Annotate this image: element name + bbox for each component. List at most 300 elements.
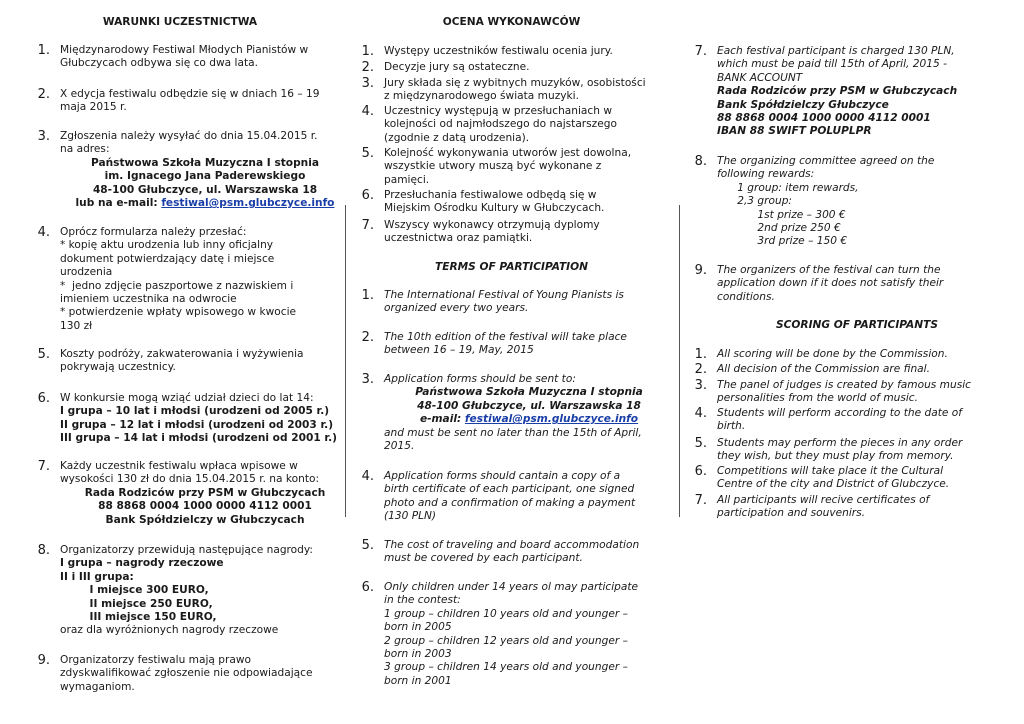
line-text: II grupa – 12 lat i młodsi (urodzeni od 2003 r.) — [60, 418, 334, 431]
text-line — [717, 363, 1007, 376]
item-text — [717, 45, 1007, 139]
text-line — [384, 219, 674, 232]
line-text: II miejsce 250 EURO, — [60, 597, 213, 610]
line-text: pokrywają uczestnicy. — [60, 361, 176, 374]
list-item — [28, 44, 350, 71]
text-line — [717, 465, 1007, 478]
text-line — [60, 157, 350, 170]
text-line — [384, 386, 674, 399]
text-line — [384, 635, 674, 648]
list-item — [352, 539, 674, 566]
text-line — [60, 361, 350, 374]
line-text: conditions. — [717, 290, 775, 303]
text-line — [717, 168, 1007, 181]
list-item — [352, 289, 674, 316]
line-text: The 10th edition of the festival will take place — [384, 331, 627, 343]
list-item — [352, 373, 674, 453]
line-text: birth. — [717, 420, 746, 433]
text-line — [384, 118, 674, 131]
text-line — [384, 77, 674, 90]
item-number: 6. — [361, 188, 374, 203]
text-line — [60, 681, 350, 694]
line-text: Międzynarodowy Festiwal Młodych Pianistów w — [60, 44, 309, 56]
text-line — [717, 264, 1007, 277]
text-line — [717, 72, 1007, 85]
text-line — [384, 132, 674, 145]
line-text: 1 group – children 10 years old and younger – — [384, 607, 628, 620]
text-line — [60, 130, 350, 143]
item-number: 6. — [37, 391, 50, 406]
list-item — [352, 581, 674, 688]
item-number: 8. — [37, 543, 50, 558]
text-line — [384, 483, 674, 496]
text-line — [717, 407, 1007, 420]
item-text — [717, 407, 1007, 434]
line-text: birth certificate of each participant, one signed — [384, 483, 635, 496]
text-line — [60, 57, 350, 70]
item-text — [384, 61, 674, 74]
list-item — [685, 494, 1007, 521]
text-line — [384, 510, 674, 523]
item-number: 3. — [694, 378, 707, 393]
text-line — [60, 306, 350, 319]
text-line — [384, 661, 674, 674]
text-line — [384, 105, 674, 118]
list-item — [685, 45, 1007, 139]
line-text: The cost of traveling and board accommodation — [384, 539, 640, 551]
item-number: 4. — [694, 406, 707, 421]
item-number: 1. — [361, 44, 374, 59]
item-number: 1. — [694, 347, 707, 362]
line-text: All participants will recive certificates of — [717, 494, 930, 506]
item-text — [60, 392, 350, 446]
text-line — [60, 184, 350, 197]
item-text — [60, 460, 350, 527]
text-line — [384, 608, 674, 621]
text-line — [384, 302, 674, 315]
text-line — [717, 507, 1007, 520]
text-line — [60, 88, 350, 101]
text-line — [60, 419, 350, 432]
item-number: 7. — [37, 459, 50, 474]
item-text — [384, 189, 674, 216]
line-text: The International Festival of Young Pianists is — [384, 289, 624, 301]
list-item — [352, 45, 674, 59]
line-text: they wish, but they must play from memory. — [717, 450, 954, 463]
item-text — [60, 226, 350, 333]
text-line — [717, 112, 1007, 125]
line-text: BANK ACCOUNT — [717, 71, 803, 84]
list-item — [685, 379, 1007, 406]
text-line — [60, 624, 350, 637]
line-text: which must be paid till 15th of April, 2015 - — [717, 58, 947, 71]
line-text: Organizatorzy festiwalu mają prawo — [60, 654, 251, 666]
line-text: I grupa – nagrody rzeczowe — [60, 557, 224, 570]
item-text — [717, 379, 1007, 406]
item-number: 2. — [361, 60, 374, 75]
line-text: wysokości 130 zł do dnia 15.04.2015 r. na konto: — [60, 473, 320, 486]
list-item — [685, 437, 1007, 464]
line-text: im. Ignacego Jana Paderewskiego — [104, 170, 306, 183]
item-text — [384, 581, 674, 688]
item-number: 4. — [361, 104, 374, 119]
item-text — [717, 494, 1007, 521]
list-item — [685, 264, 1007, 304]
line-text: Oprócz formularza należy przesłać: — [60, 226, 247, 238]
text-line — [384, 289, 674, 302]
text-line — [384, 90, 674, 103]
line-text: (130 PLN) — [384, 510, 437, 523]
item-text — [60, 88, 350, 115]
text-line — [60, 197, 350, 210]
line-text: Koszty podróży, zakwaterowania i wyżywienia — [60, 348, 304, 360]
line-text: III miejsce 150 EURO, — [60, 611, 217, 624]
section-title: TERMS OF PARTICIPATION — [435, 261, 588, 273]
line-text: Competitions will take place it the Cultural — [717, 465, 944, 477]
line-text: pamięci. — [384, 173, 430, 186]
line-text: Each festival participant is charged 130 PLN, — [717, 45, 955, 57]
item-text — [384, 289, 674, 316]
section-title: SCORING OF PARTICIPANTS — [776, 319, 938, 331]
line-text: imieniem uczestnika na odwrocie — [60, 293, 237, 306]
text-line — [60, 432, 350, 445]
text-line — [384, 413, 674, 426]
item-text — [60, 348, 350, 375]
item-number: 7. — [361, 218, 374, 233]
item-number: 9. — [37, 653, 50, 668]
text-line — [384, 440, 674, 453]
list-item — [28, 544, 350, 638]
text-line — [384, 189, 674, 202]
text-line — [384, 147, 674, 160]
item-number: 3. — [361, 76, 374, 91]
line-text: Jury składa się z wybitnych muzyków, osobistości — [384, 77, 646, 89]
line-text: 130 zł — [60, 319, 93, 332]
line-text: Zgłoszenia należy wysyłać do dnia 15.04.2015 r. — [60, 130, 318, 142]
line-text: The organizers of the festival can turn the — [717, 264, 941, 276]
text-line — [717, 182, 1007, 195]
text-line — [384, 539, 674, 552]
text-line — [717, 58, 1007, 71]
line-text: between 16 – 19, May, 2015 — [384, 344, 534, 357]
text-line — [717, 195, 1007, 208]
item-number: 7. — [694, 44, 707, 59]
line-text: must be covered by each participant. — [384, 552, 583, 565]
text-line — [384, 470, 674, 483]
line-text: Bank Spółdzielczy Głubczyce — [717, 98, 889, 111]
list-item — [352, 61, 674, 75]
text-line — [60, 348, 350, 361]
line-text: Application forms should cantain a copy of a — [384, 470, 621, 482]
line-text: uczestnictwa oraz pamiątki. — [384, 232, 533, 245]
text-line — [60, 544, 350, 557]
text-line — [717, 392, 1007, 405]
line-text: na adres: — [60, 143, 110, 156]
line-text: 2015. — [384, 440, 415, 453]
item-number: 1. — [37, 43, 50, 58]
text-line — [717, 99, 1007, 112]
text-line — [60, 571, 350, 584]
line-text: 3 group – children 14 years old and younger – — [384, 661, 628, 674]
text-line — [60, 44, 350, 57]
text-line — [717, 437, 1007, 450]
line-text: Only children under 14 years ol may participate — [384, 581, 639, 593]
line-text: Centre of the city and District of Glubczyce. — [717, 478, 950, 491]
item-text — [717, 264, 1007, 304]
line-text: wszystkie utwory muszą być wykonane z — [384, 160, 602, 173]
line-text: (zgodnie z datą urodzenia). — [384, 131, 530, 144]
text-line — [717, 125, 1007, 138]
line-text: I miejsce 300 EURO, — [60, 584, 209, 597]
line-text: Głubczycach odbywa się co dwa lata. — [60, 57, 258, 70]
list-item — [685, 155, 1007, 249]
list-item — [28, 348, 350, 375]
line-text: urodzenia — [60, 266, 113, 279]
line-text: lub na e-mail: — [75, 197, 162, 210]
item-number: 6. — [694, 464, 707, 479]
line-text: II i III grupa: — [60, 570, 134, 583]
text-line — [717, 478, 1007, 491]
item-text — [384, 470, 674, 524]
line-text: * kopię aktu urodzenia lub inny oficjalny — [60, 239, 274, 252]
line-text: dokument potwierdzający datę i miejsce — [60, 252, 275, 265]
line-text: Każdy uczestnik festiwalu wpłaca wpisowe w — [60, 460, 298, 472]
text-line — [60, 405, 350, 418]
email-link[interactable]: festiwal@psm.glubczyce.info — [161, 197, 335, 210]
line-text: Występy uczestników festiwalu ocenia jury. — [384, 45, 613, 57]
text-line — [60, 584, 350, 597]
line-text: X edycja festiwalu odbędzie się w dniach 16 – 19 — [60, 88, 320, 100]
text-line — [384, 594, 674, 607]
text-line — [60, 226, 350, 239]
line-text: kolejności od najmłodszego do najstarszego — [384, 118, 617, 131]
item-text — [717, 363, 1007, 376]
text-line — [60, 392, 350, 405]
line-text: Wszyscy wykonawcy otrzymują dyplomy — [384, 219, 600, 231]
list-item — [685, 465, 1007, 492]
line-text: Kolejność wykonywania utworów jest dowolna, — [384, 147, 632, 159]
line-text: application down if it does not satisfy their — [717, 277, 944, 290]
text-line — [384, 61, 674, 74]
line-text: 48-100 Głubczyce, ul. Warszawska 18 — [417, 399, 641, 412]
line-text: zdyskwalifikować zgłoszenie nie odpowiadające — [60, 667, 313, 680]
line-text: 1 group: item rewards, — [717, 181, 859, 194]
list-item — [352, 331, 674, 358]
text-line — [60, 611, 350, 624]
item-text — [384, 219, 674, 246]
text-line — [384, 331, 674, 344]
text-line — [384, 497, 674, 510]
text-line — [60, 460, 350, 473]
item-text — [384, 539, 674, 566]
item-text — [60, 544, 350, 638]
item-number: 7. — [694, 493, 707, 508]
line-text: Rada Rodziców przy PSM w Głubczycach — [84, 486, 326, 499]
text-line — [384, 648, 674, 661]
text-line — [60, 280, 350, 293]
line-text: W konkursie mogą wziąć udział dzieci do lat 14: — [60, 392, 314, 404]
item-text — [717, 437, 1007, 464]
text-line — [717, 379, 1007, 392]
text-line — [60, 143, 350, 156]
list-item — [352, 147, 674, 187]
item-number: 4. — [37, 225, 50, 240]
line-text: I grupa – 10 lat i młodsi (urodzeni od 2005 r.) — [60, 405, 330, 418]
list-item — [28, 392, 350, 446]
line-text: 2 group – children 12 years old and younger – — [384, 634, 628, 647]
item-number: 9. — [694, 263, 707, 278]
line-text: IBAN 88 SWIFT POLUPLPR — [717, 125, 872, 138]
line-text: Miejskim Ośrodku Kultury w Głubczycach. — [384, 202, 605, 215]
line-text: All scoring will be done by the Commission. — [717, 348, 948, 360]
line-text: z międzynarodowego świata muzyki. — [384, 90, 579, 103]
item-number: 5. — [361, 146, 374, 161]
line-text: born in 2003 — [384, 648, 452, 661]
item-number: 5. — [37, 347, 50, 362]
text-line — [717, 348, 1007, 361]
list-item — [352, 77, 674, 104]
item-text — [60, 130, 350, 210]
line-text: in the contest: — [384, 594, 461, 607]
list-item — [352, 470, 674, 524]
line-text: 2nd prize 250 € — [717, 222, 841, 235]
line-text: Rada Rodziców przy PSM w Głubczycach — [717, 85, 958, 98]
text-line — [717, 277, 1007, 290]
line-text: Organizatorzy przewidują następujące nagrody: — [60, 544, 313, 556]
line-text: All decision of the Commission are final. — [717, 363, 930, 375]
item-text — [384, 331, 674, 358]
item-text — [60, 44, 350, 71]
item-text — [384, 373, 674, 453]
text-line — [384, 621, 674, 634]
line-text: The panel of judges is created by famous music — [717, 379, 972, 391]
line-text: Państwowa Szkoła Muzyczna I stopnia — [91, 156, 319, 169]
line-text: 2,3 group: — [717, 195, 792, 208]
email-link[interactable]: festiwal@psm.glubczyce.info — [464, 413, 639, 426]
item-text — [384, 45, 674, 58]
item-number: 5. — [361, 538, 374, 553]
list-item — [28, 226, 350, 333]
item-number: 2. — [37, 87, 50, 102]
item-number: 5. — [694, 436, 707, 451]
line-text: organized every two years. — [384, 302, 529, 315]
text-line — [60, 266, 350, 279]
text-line — [384, 45, 674, 58]
column-divider — [345, 205, 346, 517]
line-text: Students may perform the pieces in any order — [717, 437, 963, 449]
item-number: 2. — [361, 330, 374, 345]
line-text: photo and a confirmation of making a payment — [384, 496, 636, 509]
text-line — [60, 239, 350, 252]
text-line — [60, 667, 350, 680]
line-text: and must be sent no later than the 15th of April, — [384, 426, 642, 439]
text-line — [60, 253, 350, 266]
line-text: participation and souvenirs. — [717, 507, 866, 520]
item-text — [384, 147, 674, 187]
item-number: 1. — [361, 288, 374, 303]
text-line — [60, 293, 350, 306]
line-text: 48-100 Głubczyce, ul. Warszawska 18 — [92, 183, 318, 196]
line-text: maja 2015 r. — [60, 101, 127, 114]
item-text — [717, 348, 1007, 361]
item-text — [717, 155, 1007, 249]
line-text: Students will perform according to the date of — [717, 407, 962, 419]
line-text: The organizing committee agreed on the — [717, 155, 935, 167]
text-line — [717, 209, 1007, 222]
text-line — [60, 500, 350, 513]
line-text: * jedno zdjęcie paszportowe z nazwiskiem i — [60, 279, 294, 292]
text-line — [717, 235, 1007, 248]
text-line — [60, 170, 350, 183]
line-text: following rewards: — [717, 168, 815, 181]
line-text: born in 2005 — [384, 621, 452, 634]
line-text: Państwowa Szkoła Muzyczna I stopnia — [415, 386, 643, 399]
text-line — [60, 654, 350, 667]
text-line — [717, 450, 1007, 463]
list-item — [685, 348, 1007, 362]
list-item — [28, 654, 350, 694]
text-line — [60, 557, 350, 570]
list-item — [28, 460, 350, 527]
line-text: born in 2001 — [384, 674, 452, 687]
item-number: 8. — [694, 154, 707, 169]
line-text: 3rd prize – 150 € — [717, 235, 848, 248]
text-line — [60, 514, 350, 527]
item-number: 3. — [361, 372, 374, 387]
line-text: personalities from the world of music. — [717, 392, 919, 405]
item-number: 2. — [694, 362, 707, 377]
text-line — [60, 487, 350, 500]
list-item — [685, 407, 1007, 434]
line-text: wymaganiom. — [60, 680, 135, 693]
text-line — [60, 101, 350, 114]
item-number: 4. — [361, 469, 374, 484]
column-divider — [679, 205, 680, 517]
item-number: 6. — [361, 580, 374, 595]
text-line — [384, 675, 674, 688]
text-line — [384, 160, 674, 173]
text-line — [717, 222, 1007, 235]
text-line — [717, 494, 1007, 507]
text-line — [384, 344, 674, 357]
text-line — [717, 45, 1007, 58]
text-line — [384, 174, 674, 187]
text-line — [384, 581, 674, 594]
list-item — [352, 219, 674, 246]
text-line — [60, 598, 350, 611]
line-text: III grupa – 14 lat i młodsi (urodzeni od 2001 r.) — [60, 432, 337, 445]
line-text: 1st prize – 300 € — [717, 208, 846, 221]
line-text: Przesłuchania festiwalowe odbędą się w — [384, 189, 597, 201]
item-number: 3. — [37, 129, 50, 144]
item-text — [384, 77, 674, 104]
section-title: OCENA WYKONAWCÓW — [442, 16, 581, 28]
item-text — [717, 465, 1007, 492]
list-item — [28, 130, 350, 210]
list-item — [685, 363, 1007, 377]
line-text: Bank Spółdzielczy w Głubczycach — [105, 513, 305, 526]
text-line — [384, 427, 674, 440]
line-text: * potwierdzenie wpłaty wpisowego w kwocie — [60, 306, 297, 319]
text-line — [717, 291, 1007, 304]
text-line — [384, 373, 674, 386]
list-item — [352, 189, 674, 216]
list-item — [352, 105, 674, 145]
text-line — [384, 202, 674, 215]
section-title: WARUNKI UCZESTNICTWA — [102, 16, 258, 28]
line-text: Uczestnicy występują w przesłuchaniach w — [384, 105, 612, 117]
list-item — [28, 88, 350, 115]
